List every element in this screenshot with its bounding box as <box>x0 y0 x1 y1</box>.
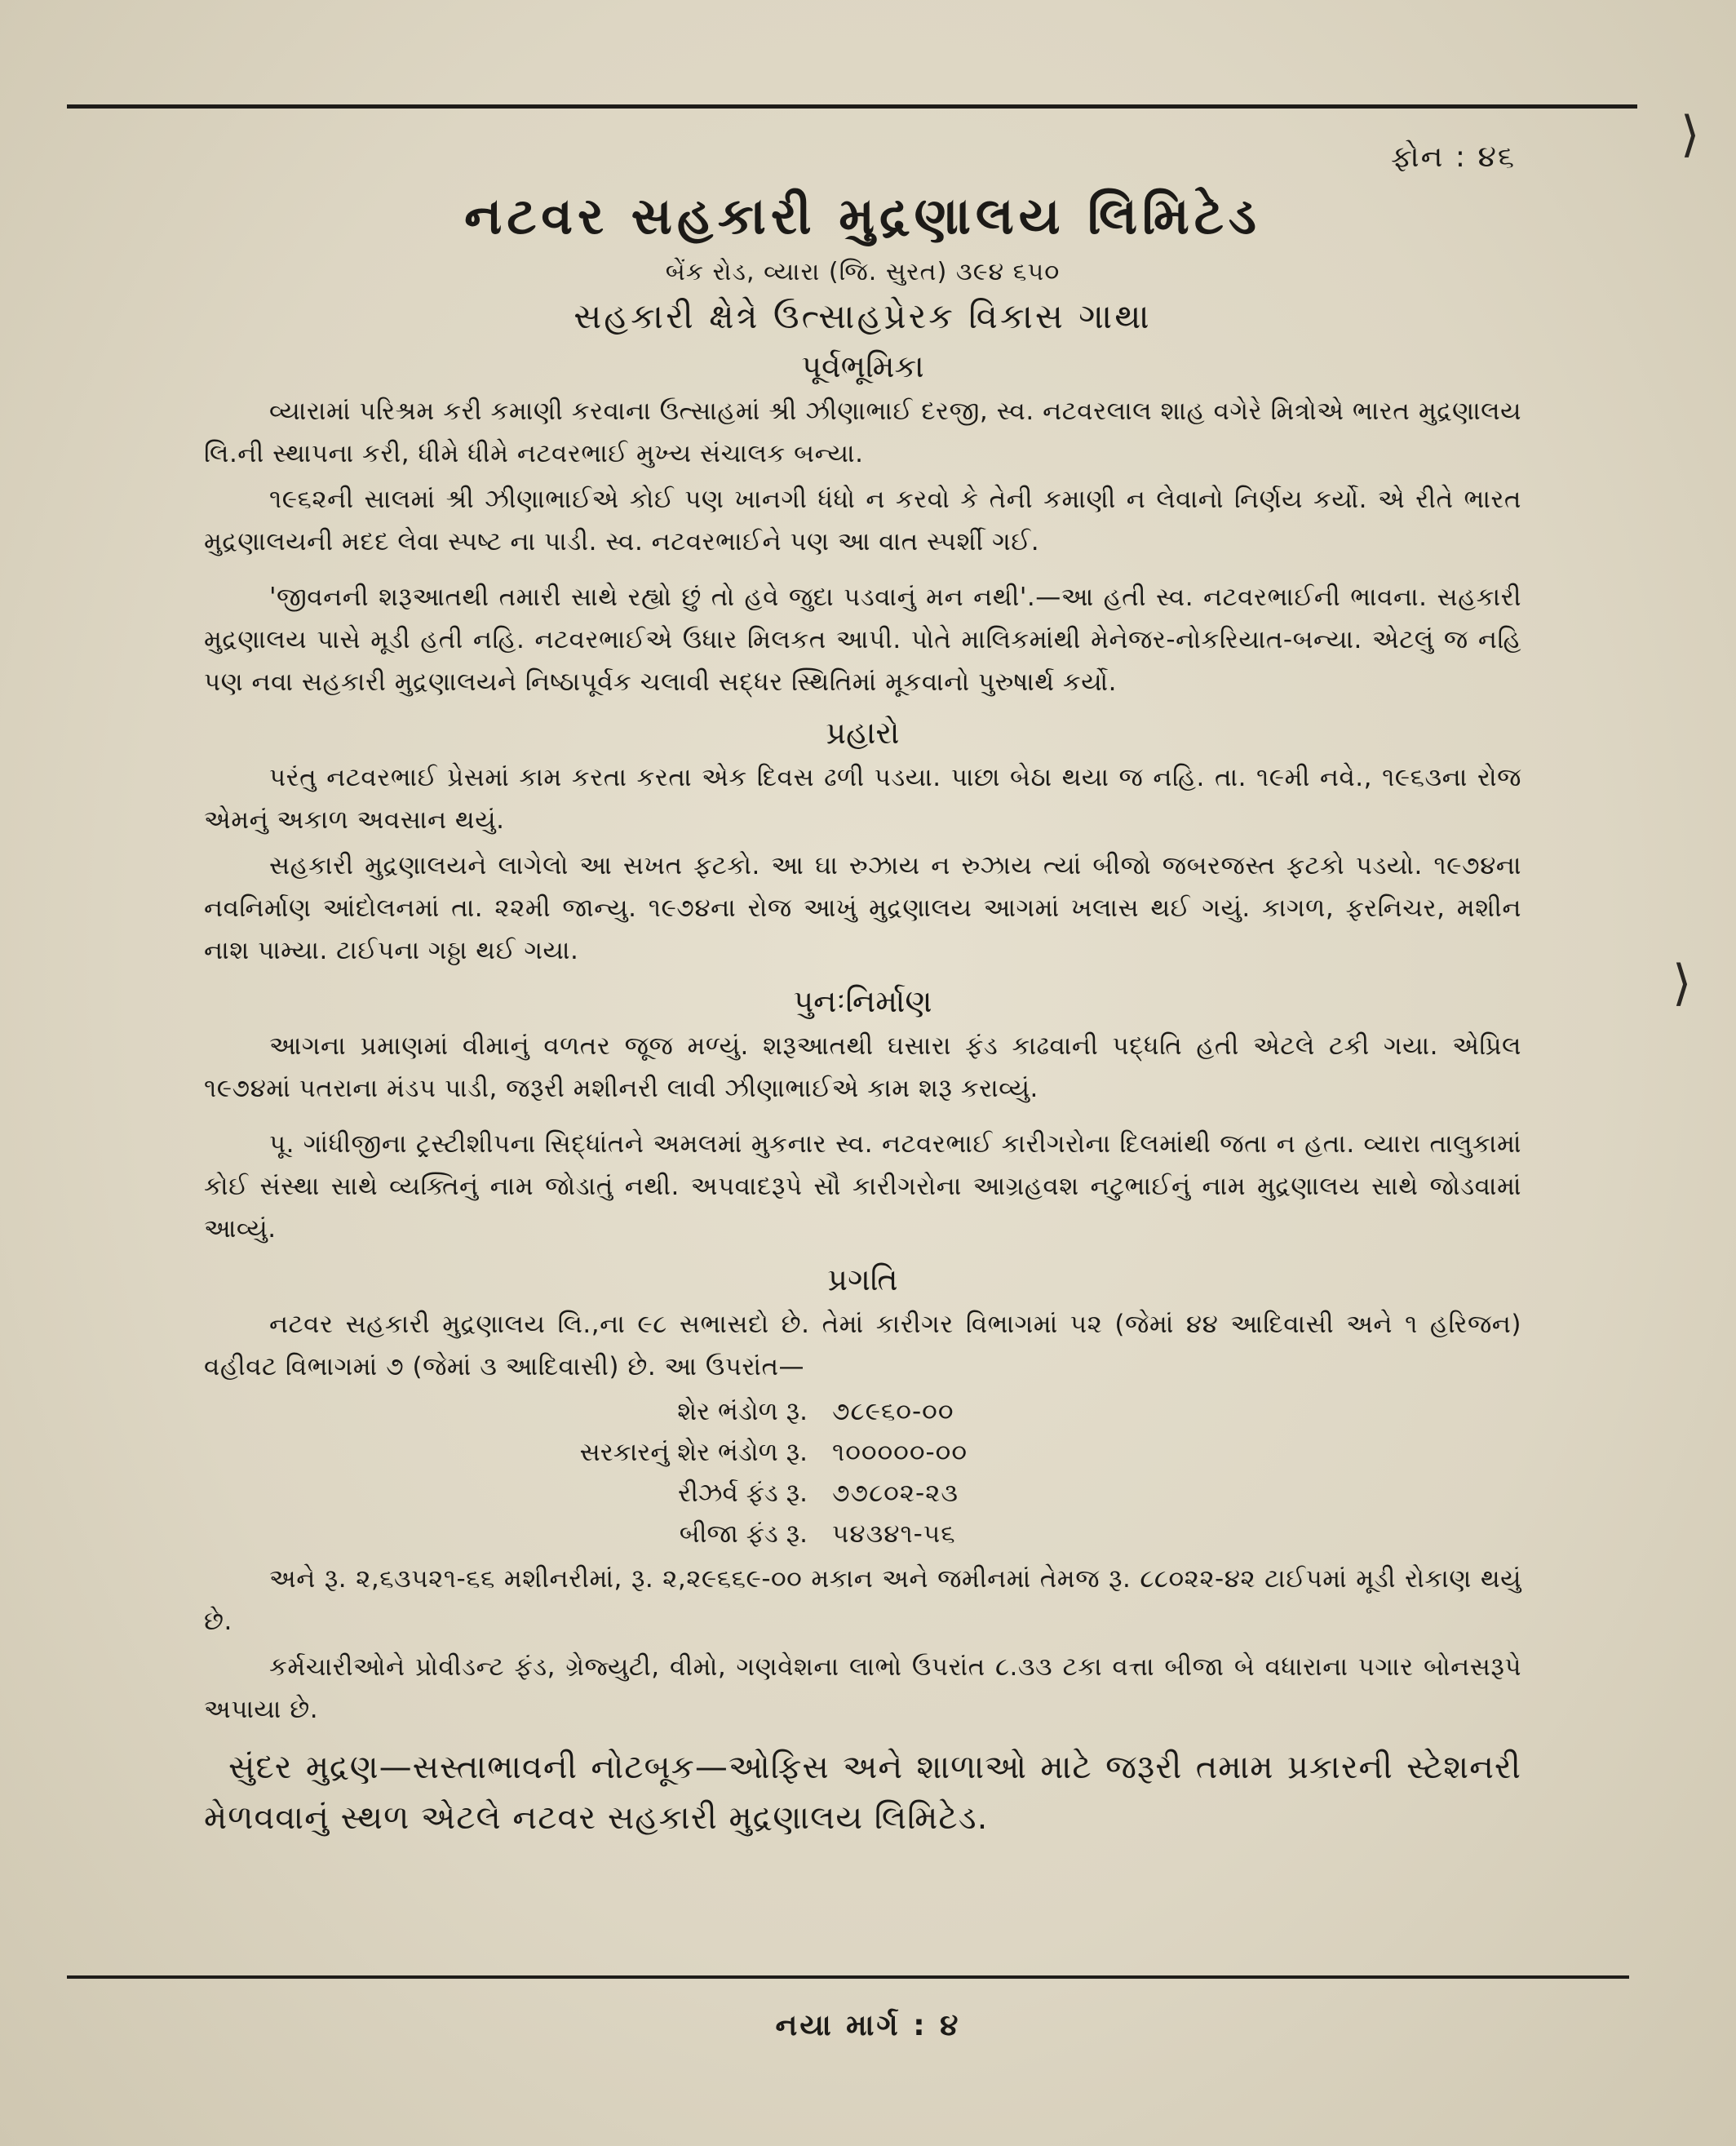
subtitle: સહકારી ક્ષેત્રે ઉત્સાહપ્રેરક વિકાસ ગાથા <box>574 296 1152 336</box>
fund-row <box>351 1514 1521 1554</box>
fund-value: ૭૮૯૬૦-૦૦ <box>832 1396 954 1426</box>
section-heading-blows: પ્રહારો <box>826 715 900 751</box>
section-heading-rebuild: પુનઃનિર્માણ <box>793 983 932 1019</box>
phone-number: ફોન : ૪૬ <box>1390 140 1516 174</box>
fund-label: શેર ભંડોળ રૂ. <box>677 1396 808 1426</box>
fund-row <box>351 1432 1521 1473</box>
fund-value: ૭૭૮૦૨-૨૩ <box>832 1478 959 1508</box>
top-rule <box>67 104 1637 109</box>
closing-advertisement: સુંદર મુદ્રણ—સસ્તાભાવની નોટબૂક—ઓફિસ અને શાળાઓ માટે જરૂરી તમામ પ્રકારની સ્ટેશનરી મેળવવાનું સ્થળ એટલે નટવર સહકારી મુદ્રણાલય લિમિટેડ. <box>204 1749 1521 1837</box>
fund-label: રીઝર્વ ફંડ રૂ. <box>678 1478 808 1508</box>
fund-label: સરકારનું શેર ભંડોળ રૂ. <box>579 1437 808 1467</box>
paragraph: નટવર સહકારી મુદ્રણાલય લિ.,ના ૯૮ સભાસદો છે. તેમાં કારીગર વિભાગમાં ૫૨ (જેમાં ૪૪ આદિવાસી અને ૧ હરિજન) વહીવટ વિભાગમાં ૭ (જેમાં ૩ આદિવાસી) છે. આ ઉપરાંત— <box>204 1310 1521 1381</box>
page-edge-mark: ⟩ <box>1681 106 1700 163</box>
paragraph: અને રૂ. ૨,૬૩૫૨૧-૬૬ મશીનરીમાં, રૂ. ૨,૨૯૬૬૯-૦૦ મકાન અને જમીનમાં તેમજ રૂ. ૮૮૦૨૨-૪૨ ટાઈપમાં મૂડી રોકાણ થયું છે. <box>204 1564 1521 1636</box>
fund-row <box>351 1391 1521 1432</box>
paragraph: વ્યારામાં પરિશ્રમ કરી કમાણી કરવાના ઉત્સાહમાં શ્રી ઝીણાભાઈ દરજી, સ્વ. નટવરલાલ શાહ વગેરે મિત્રોએ ભારત મુદ્રણાલય લિ.ની સ્થાપના કરી, ધીમે ધીમે નટવરભાઈ મુખ્ય સંચાલક બન્યા. <box>204 397 1521 468</box>
page-title: નટવર સહકારી મુદ્રણાલય લિમિટેડ <box>464 186 1261 246</box>
fund-label: બીજા ફંડ રૂ. <box>679 1519 808 1549</box>
paragraph: પરંતુ નટવરભાઈ પ્રેસમાં કામ કરતા કરતા એક દિવસ ઢળી પડયા. પાછા બેઠા થયા જ નહિ. તા. ૧૯મી નવે., ૧૯૬૩ના રોજ એમનું અકાળ અવસાન થયું. <box>204 763 1521 835</box>
section-heading-progress: પ્રગતિ <box>827 1261 898 1297</box>
paragraph: ૧૯૬૨ની સાલમાં શ્રી ઝીણાભાઈએ કોઈ પણ ખાનગી ધંધો ન કરવો કે તેની કમાણી ન લેવાનો નિર્ણય કર્યો. એ રીતે ભારત મુદ્રણાલયની મદદ લેવા સ્પષ્ટ ના પાડી. સ્વ. નટવરભાઈને પણ આ વાત સ્પર્શી ગઈ. <box>204 485 1521 556</box>
paragraph: આગના પ્રમાણમાં વીમાનું વળતર જૂજ મળ્યું. શરૂઆતથી ઘસારા ફંડ કાઢવાની પદ્ધતિ હતી એટલે ટકી ગયા. એપ્રિલ ૧૯૭૪માં પતરાના મંડપ પાડી, જરૂરી મશીનરી લાવી ઝીણાભાઈએ કામ શરૂ કરાવ્યું. <box>204 1031 1521 1103</box>
paragraph: 'જીવનની શરૂઆતથી તમારી સાથે રહ્યો છું તો હવે જુદા પડવાનું મન નથી'.—આ હતી સ્વ. નટવરભાઈની ભાવના. સહકારી મુદ્રણાલય પાસે મૂડી હતી નહિ. નટવરભાઈએ ઉધાર મિલકત આપી. પોતે માલિકમાંથી મેનેજર-નોકરિયાત-બન્યા. એટલું જ નહિ પણ નવા સહકારી મુદ્રણાલયને નિષ્ઠાપૂર્વક ચલાવી સદ્ધર સ્થિતિમાં મૂકવાનો પુરુષાર્થ કર્યો. <box>204 583 1521 697</box>
fund-row <box>351 1473 1521 1514</box>
section-heading-background: પૂર્વભૂમિકા <box>801 348 924 384</box>
page-edge-mark: ⟩ <box>1672 955 1692 1012</box>
paragraph: સહકારી મુદ્રણાલયને લાગેલો આ સખત ફટકો. આ ઘા રુઝાય ન રુઝાય ત્યાં બીજો જબરજસ્ત ફટકો પડયો. ૧૯૭૪ના નવનિર્માણ આંદોલનમાં તા. ૨૨મી જાન્યુ. ૧૯૭૪ના રોજ આખું મુદ્રણાલય આગમાં ખલાસ થઈ ગયું. કાગળ, ફરનિચર, મશીન નાશ પામ્યા. ટાઈપના ગઠ્ઠા થઈ ગયા. <box>204 851 1521 965</box>
address-line: બેંક રોડ, વ્યારા (જિ. સુરત) ૩૯૪ ૬૫૦ <box>665 258 1061 286</box>
bottom-rule <box>67 1975 1629 1979</box>
fund-table <box>351 1391 1521 1554</box>
article <box>204 186 1521 1843</box>
paragraph: પૂ. ગાંધીજીના ટ્રસ્ટીશીપના સિદ્ધાંતને અમલમાં મુકનાર સ્વ. નટવરભાઈ કારીગરોના દિલમાંથી જતા ન હતા. વ્યારા તાલુકામાં કોઈ સંસ્થા સાથે વ્યક્તિનું નામ જોડાતું નથી. અપવાદરૂપે સૌ કારીગરોના આગ્રહવશ નટુભાઈનું નામ મુદ્રણાલય સાથે જોડવામાં આવ્યું. <box>204 1129 1521 1244</box>
fund-value: ૫૪૩૪૧-૫૬ <box>832 1519 956 1549</box>
paragraph: કર્મચારીઓને પ્રોવીડન્ટ ફંડ, ગ્રેજ્યુટી, વીમો, ગણવેશના લાભો ઉપરાંત ૮.૩૩ ટકા વત્તા બીજા બે વધારાના પગાર બોનસરૂપે અપાયા છે. <box>204 1652 1521 1724</box>
page-footer: નયા માર્ગ : ૪ <box>775 2009 961 2042</box>
fund-value: ૧૦૦૦૦૦-૦૦ <box>832 1437 968 1467</box>
